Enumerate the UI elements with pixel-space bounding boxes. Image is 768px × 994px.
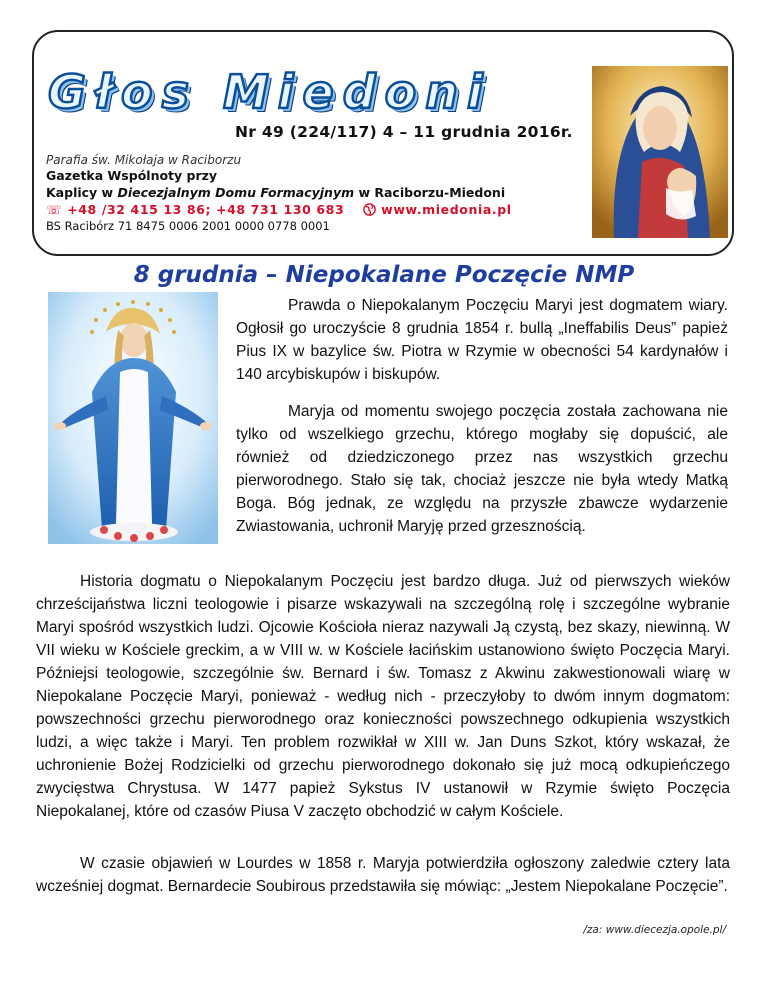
- article-headline: 8 grudnia – Niepokalane Poczęcie NMP: [133, 262, 635, 288]
- gazette-line: Gazetka Wspólnoty przy: [46, 168, 218, 183]
- bank-account: BS Racibórz 71 8475 0006 2001 0000 0778 0001: [46, 219, 330, 233]
- telephone-icon: ☏: [46, 202, 63, 217]
- immaculate-mary-image: [48, 292, 218, 544]
- chapel-name: Diecezjalnym Domu Formacyjnym: [117, 185, 355, 200]
- source-citation: /za: www.diecezja.opole.pl/: [583, 924, 726, 936]
- chapel-line: [46, 185, 505, 200]
- globe-icon: [363, 203, 376, 216]
- chapel-prefix: Kaplicy w: [46, 185, 118, 200]
- madonna-and-child-image: [592, 66, 728, 238]
- article-paragraph-4: W czasie objawień w Lourdes w 1858 r. Maryja potwierdziła ogłoszony zaledwie cztery lata wcześniej dogmat. Bernardecie Soubirous przedstawiła się mówiąc: „Jestem Niepokalane Poczęcie”.: [36, 855, 730, 895]
- website-link[interactable]: www.miedonia.pl: [381, 202, 512, 217]
- issue-number: Nr 49 (224/117) 4 – 11 grudnia 2016r.: [235, 123, 573, 141]
- article-paragraph-1: Prawda o Niepokalanym Poczęciu Maryi jest dogmatem wiary. Ogłosił go uroczyście 8 grudnia 1854 r. bullą „Ineffabilis Deus” papież Pius IX w bazylice św. Piotra w Rzymie w obecności 54 kardynałów i 140 arcybiskupów i biskupów.: [236, 297, 728, 383]
- phone-number-mobile[interactable]: +48 731 130 683: [216, 202, 345, 217]
- contact-line: [46, 202, 512, 217]
- parish-name: Parafia św. Mikołaja w Raciborzu: [46, 153, 242, 167]
- newsletter-logo-title: Głos Miedoni: [48, 65, 492, 119]
- chapel-suffix: w Raciborzu-Miedoni: [354, 185, 506, 200]
- article-paragraph-2: Maryja od momentu swojego poczęcia została zachowana nie tylko od wszelkiego grzechu, którego mogłaby się dopuścić, ale również od dziedziczonego przez nas wszystkich grzechu pierworodnego. Stało się tak, chociaż jeszcze nie była wtedy Matką Boga. Bóg jednak, ze względu na przyszłe zbawcze wydarzenie Zwiastowania, uchronił Maryję przed grzesznością.: [236, 403, 728, 535]
- article-paragraph-3: Historia dogmatu o Niepokalanym Poczęciu jest bardzo długa. Już od pierwszych wieków chrześcijaństwa liczni teologowie i pisarze wskazywali na szczególną rolę i szczególne wybranie Maryi spośród wszystkich ludzi. Ojcowie Kościoła nieraz nazywali Ją czystą, bez skazy, niewinną. W VII wieku w Kościele greckim, a w VIII w. w Kościele łacińskim ustanowiono święto Poczęcia Maryi. Późniejsi teologowie, szczególnie św. Bernard i św. Tomasz z Akwinu zakwestionowali wiarę w Niepokalane Poczęcie Maryi, ponieważ - według nich - przeczyłoby to dwóm innym dogmatom: powszechności grzechu pierworodnego oraz konieczności powszechnego odkupienia wszystkich ludzi, a więc także i Maryi. Ten problem rozwikłał w XIII w. Jan Duns Szkot, który wskazał, że uchronienie Bożej Rodzicielki od grzechu pierworodnego dokonało się już mocą odkupieńczego zwycięstwa Chrystusa. W 1477 papież Sykstus IV ustanowił w Rzymie święto Poczęcia Niepokalanej, które od czasów Piusa V zaczęto obchodzić w całym Kościele.: [36, 573, 730, 820]
- phone-number-landline[interactable]: +48 /32 415 13 86;: [67, 202, 212, 217]
